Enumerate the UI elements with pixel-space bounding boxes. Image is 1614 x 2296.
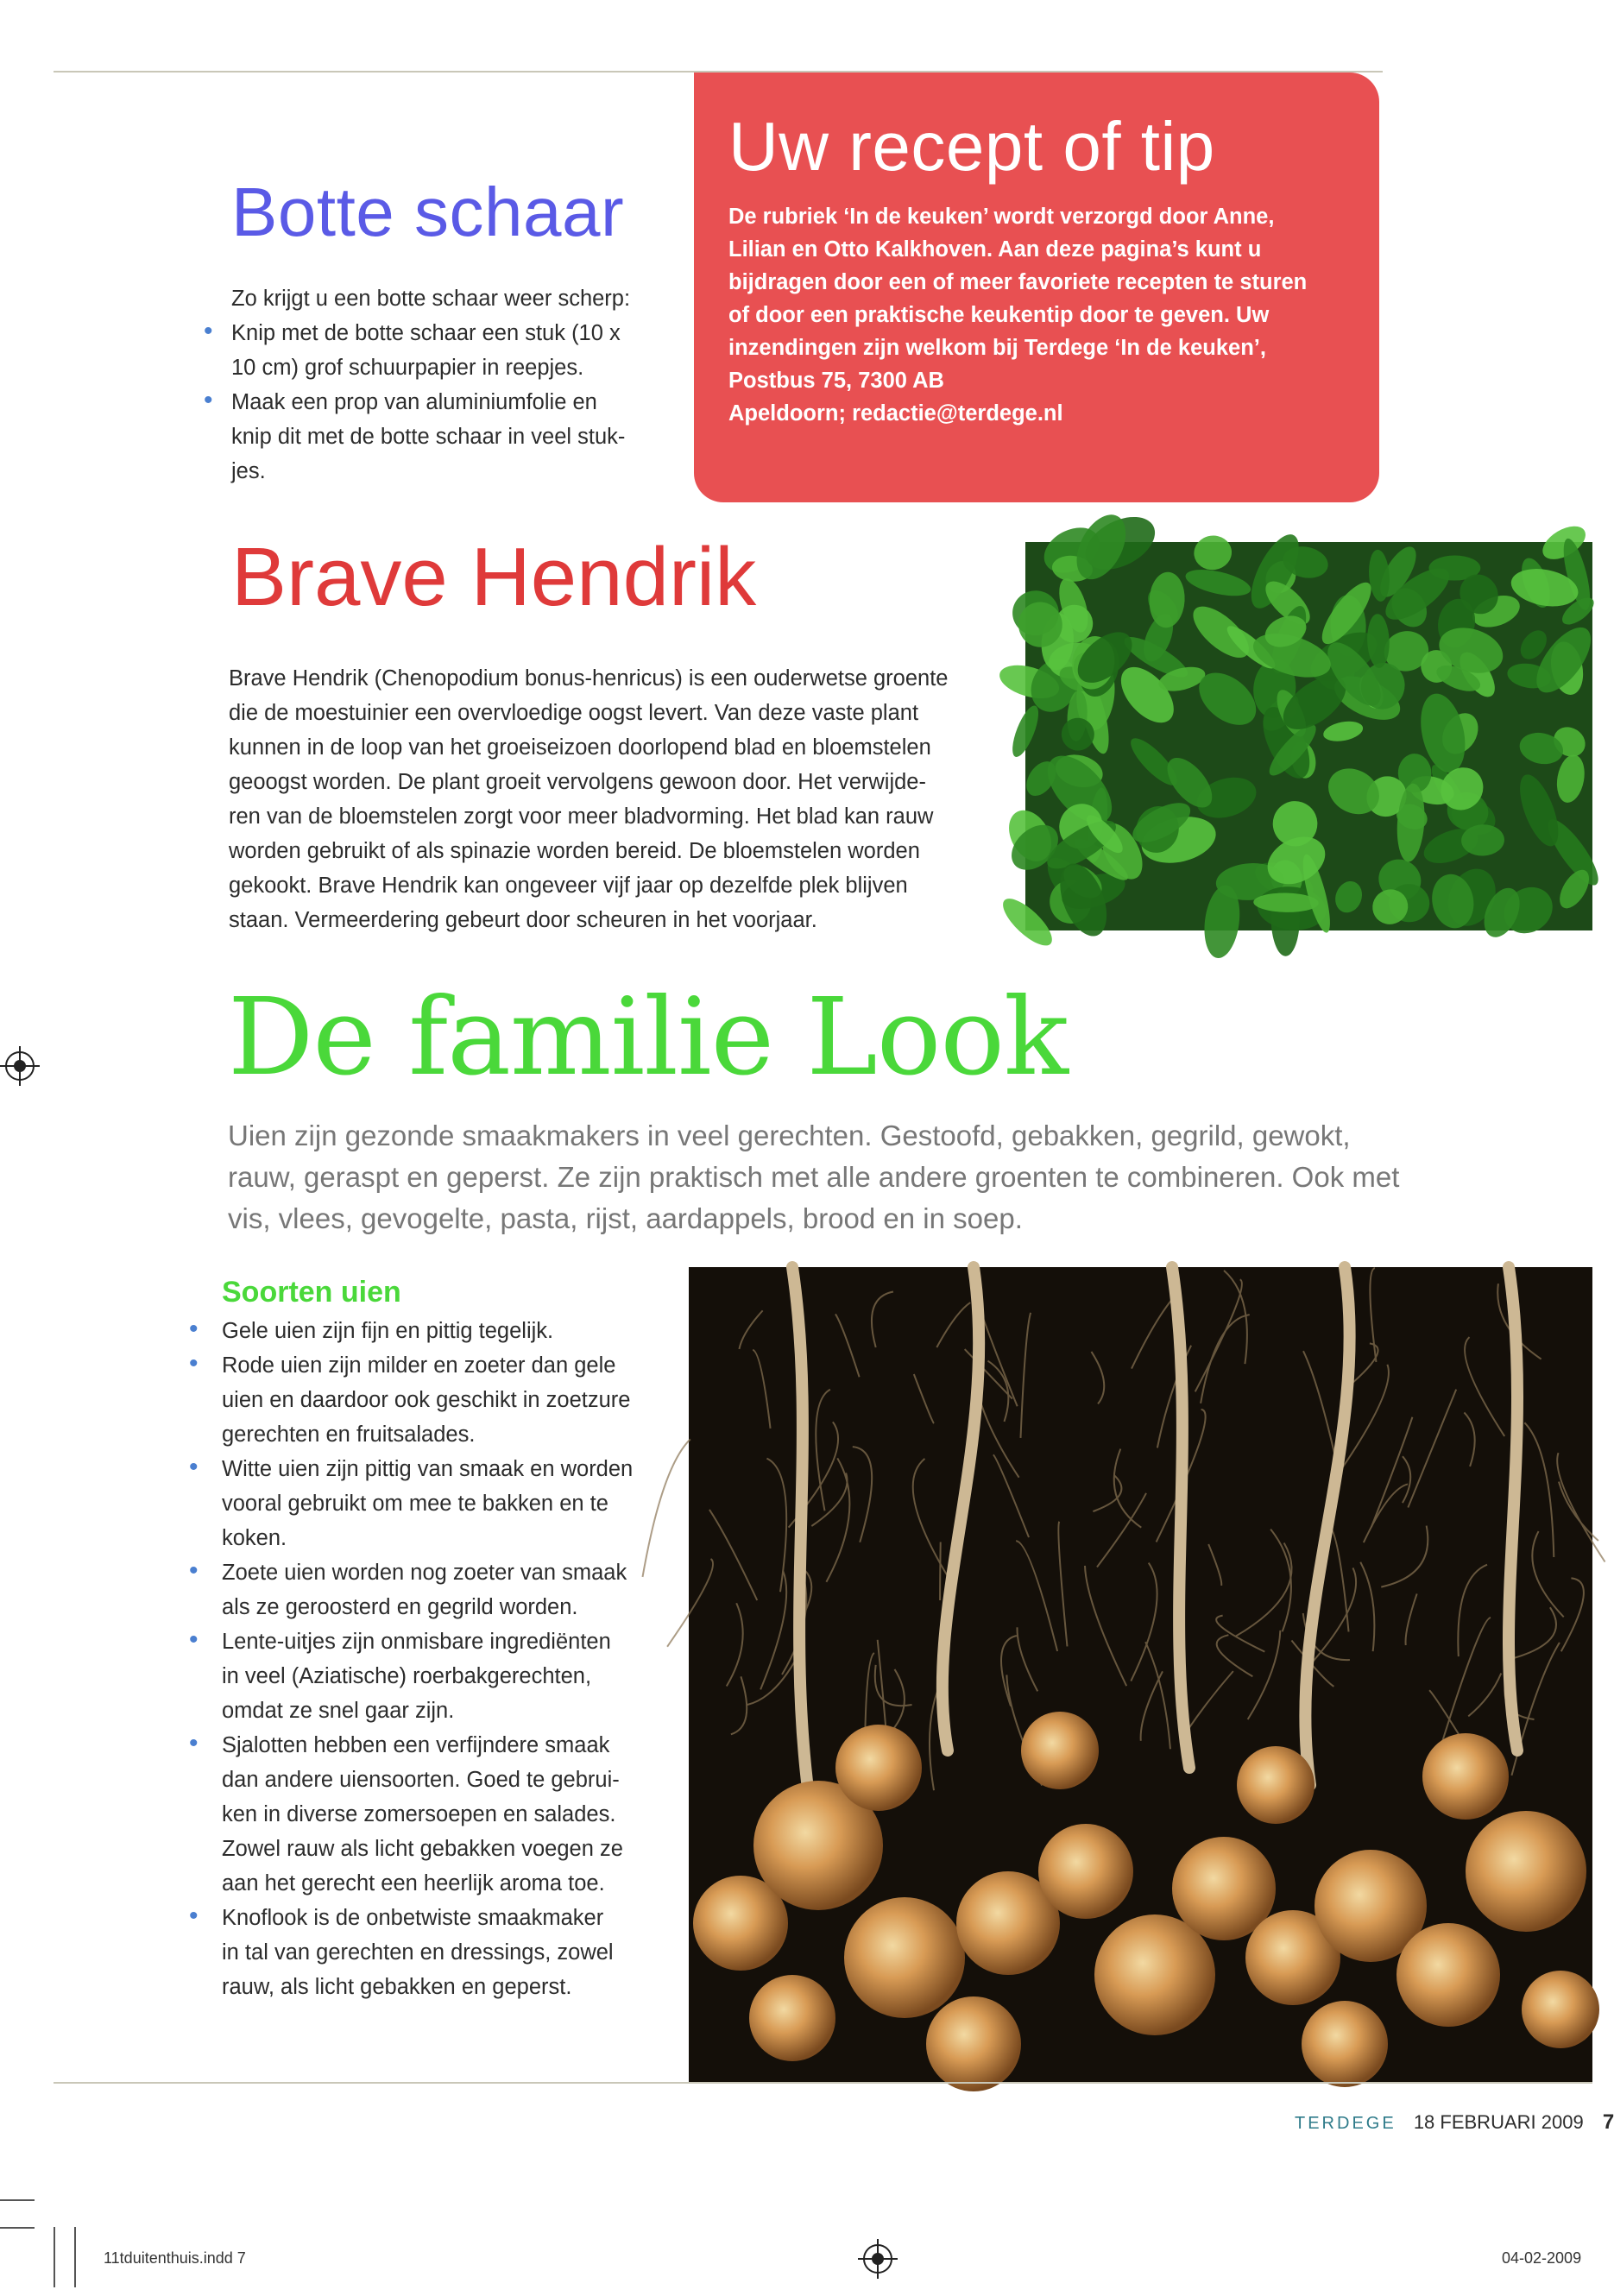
list-item-line: als ze geroosterd en gegrild worden. xyxy=(222,1595,578,1619)
crop-mark xyxy=(0,2199,35,2201)
botte-schaar-title: Botte schaar xyxy=(231,173,625,250)
list-item-line: • Knoflook is de onbetwiste smaakmaker xyxy=(222,1906,604,1930)
list-item-line: • Maak een prop van aluminiumfolie en xyxy=(231,390,597,414)
page-footer xyxy=(1295,2110,1614,2135)
intro-line: vis, vlees, gevogelte, pasta, rijst, aardappels, brood en in soep. xyxy=(228,1202,1023,1234)
soorten-uien-list xyxy=(189,1314,690,2004)
tip-line: Postbus 75, 7300 AB xyxy=(728,369,944,393)
list-item-line: rauw, als licht gebakken en geperst. xyxy=(222,1975,572,1999)
tip-line: of door een praktische keukentip door te geven. Uw xyxy=(728,303,1270,327)
intro-line: rauw, geraspt en geperst. Ze zijn praktisch met alle andere groenten te combineren. Ook met xyxy=(228,1161,1400,1193)
list-item-line: in tal van gerechten en dressings, zowel xyxy=(222,1940,614,1965)
list-item xyxy=(189,1624,690,1728)
list-item-line: omdat ze snel gaar zijn. xyxy=(222,1699,455,1723)
list-item-line: • Zoete uien worden nog zoeter van smaak xyxy=(222,1561,627,1585)
paragraph-line: staan. Vermeerdering gebeurt door scheuren in het voorjaar. xyxy=(229,908,817,932)
list-item xyxy=(189,1314,690,1348)
paragraph-line: die de moestuinier een overvloedige oogst levert. Van deze vaste plant xyxy=(229,701,919,725)
list-item-line: in veel (Aziatische) roerbakgerechten, xyxy=(222,1664,592,1688)
list-item-line: dan andere uiensoorten. Goed te gebrui- xyxy=(222,1768,620,1792)
list-item-line: • Lente-uitjes zijn onmisbare ingrediënten xyxy=(222,1630,611,1654)
paragraph-line: gekookt. Brave Hendrik kan ongeveer vijf jaar op dezelfde plek blijven xyxy=(229,874,908,898)
tip-line: De rubriek ‘In de keuken’ wordt verzorgd door Anne, xyxy=(728,205,1275,229)
intro-line: Uien zijn gezonde smaakmakers in veel gerechten. Gestoofd, gebakken, gegrild, gewokt, xyxy=(228,1120,1351,1151)
brave-hendrik-photo xyxy=(1025,542,1592,930)
tip-line: Lilian en Otto Kalkhoven. Aan deze pagina’s kunt u xyxy=(728,237,1262,262)
botte-schaar-list xyxy=(204,316,670,489)
list-item xyxy=(189,1728,690,1901)
list-item xyxy=(204,385,670,489)
footer-date: 18 FEBRUARI 2009 xyxy=(1413,2111,1584,2133)
list-item xyxy=(189,1348,690,1452)
botte-schaar-intro: Zo krijgt u een botte schaar weer scherp: xyxy=(231,287,631,311)
list-item-line: jes. xyxy=(231,459,266,483)
list-item-line: vooral gebruikt om mee te bakken en te xyxy=(222,1492,608,1516)
familie-look-title: De familie Look xyxy=(228,975,1069,1100)
brave-hendrik-text xyxy=(229,661,988,937)
bottom-rule xyxy=(54,2082,1592,2084)
list-item xyxy=(204,316,670,385)
paragraph-line: Brave Hendrik (Chenopodium bonus-henricus) is een ouderwetse groente xyxy=(229,666,949,691)
footer-page-number: 7 xyxy=(1602,2110,1614,2134)
paragraph-line: geoogst worden. De plant groeit vervolgens gewoon door. Het verwijde- xyxy=(229,770,926,794)
list-item-line: • Sjalotten hebben een verfijndere smaak xyxy=(222,1733,610,1757)
soorten-uien-title: Soorten uien xyxy=(222,1276,401,1309)
crop-mark xyxy=(74,2227,76,2287)
registration-mark-icon xyxy=(5,1051,35,1081)
list-item-line: gerechten en fruitsalades. xyxy=(222,1422,476,1447)
botte-schaar-text xyxy=(204,281,670,489)
tip-line: Apeldoorn; redactie@terdege.nl xyxy=(728,401,1063,426)
list-item-line: uien en daardoor ook geschikt in zoetzure xyxy=(222,1388,631,1412)
registration-mark-icon xyxy=(863,2244,892,2274)
list-item-line: ken in diverse zomersoepen en salades. xyxy=(222,1802,616,1826)
paragraph-line: ren van de bloemstelen zorgt voor meer bladvorming. Het blad kan rauw xyxy=(229,804,934,829)
onion-photo xyxy=(689,1267,1592,2084)
slug-date: 04-02-2009 xyxy=(1502,2249,1582,2267)
paragraph-line: kunnen in de loop van het groeiseizoen doorlopend blad en bloemstelen xyxy=(229,735,931,760)
list-item xyxy=(189,1452,690,1555)
crop-mark xyxy=(54,2227,55,2287)
list-item-line: • Gele uien zijn fijn en pittig tegelijk. xyxy=(222,1319,554,1343)
list-item-line: Zowel rauw als licht gebakken voegen ze xyxy=(222,1837,623,1861)
list-item-line: • Knip met de botte schaar een stuk (10 x xyxy=(231,321,621,345)
list-item-line: 10 cm) grof schuurpapier in reepjes. xyxy=(231,356,584,380)
list-item xyxy=(189,1901,690,2004)
list-item-line: koken. xyxy=(222,1526,287,1550)
tip-line: bijdragen door een of meer favoriete recepten te sturen xyxy=(728,270,1308,294)
tip-box xyxy=(694,73,1379,502)
familie-look-intro xyxy=(228,1115,1436,1239)
list-item xyxy=(189,1555,690,1624)
tip-text xyxy=(728,200,1367,430)
tip-title: Uw recept of tip xyxy=(728,108,1215,185)
list-item-line: aan het gerecht een heerlijk aroma toe. xyxy=(222,1871,605,1895)
footer-brand: TERDEGE xyxy=(1295,2114,1396,2133)
list-item-line: • Rode uien zijn milder en zoeter dan gele xyxy=(222,1353,616,1378)
crop-mark xyxy=(0,2227,35,2229)
slug-filename: 11tduitenthuis.indd 7 xyxy=(104,2249,246,2267)
tip-line: inzendingen zijn welkom bij Terdege ‘In de keuken’, xyxy=(728,336,1266,360)
brave-hendrik-title: Brave Hendrik xyxy=(231,531,757,623)
list-item-line: knip dit met de botte schaar in veel stuk- xyxy=(231,425,626,449)
paragraph-line: worden gebruikt of als spinazie worden bereid. De bloemstelen worden xyxy=(229,839,920,863)
list-item-line: • Witte uien zijn pittig van smaak en worden xyxy=(222,1457,634,1481)
